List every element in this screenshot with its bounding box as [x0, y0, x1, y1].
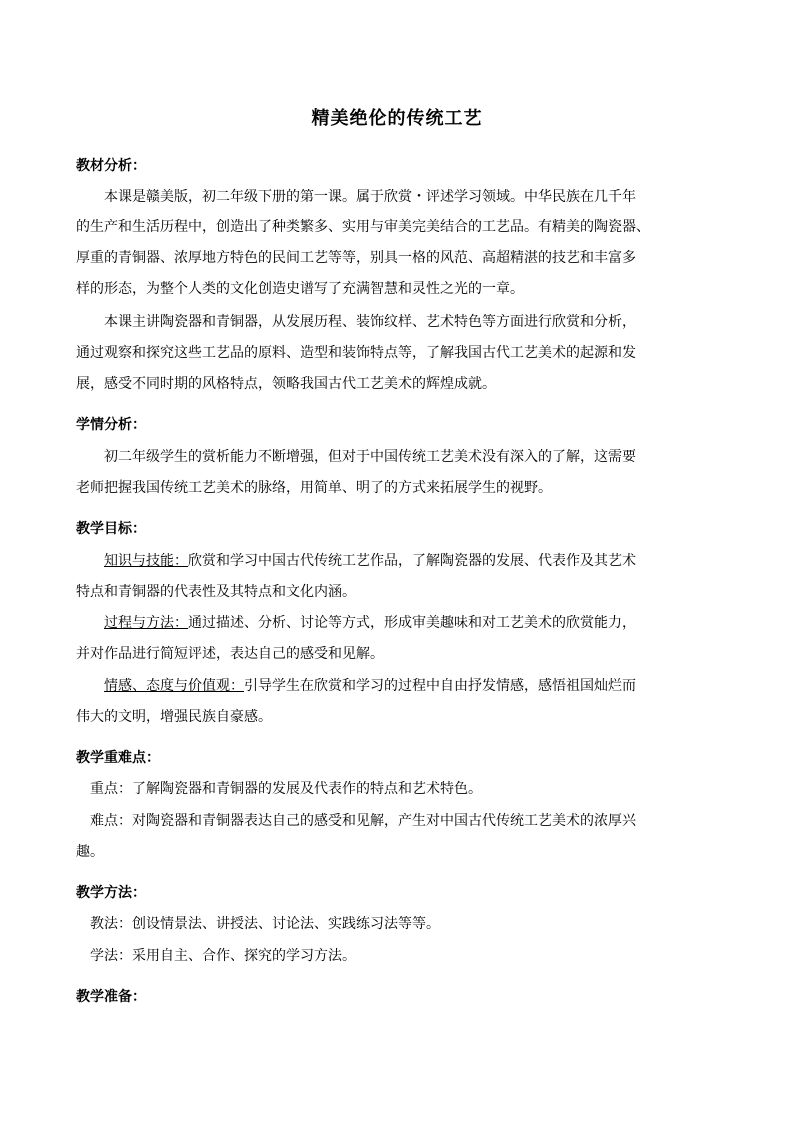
paragraph-line: 特点和青铜器的代表性及其特点和文化内涵。	[76, 584, 356, 600]
paragraph-line: 展，感受不同时期的风格特点，领略我国古代工艺美术的辉煌成就。	[76, 376, 496, 392]
paragraph-line: 本课主讲陶瓷器和青铜器，从发展历程、装饰纹样、艺术特色等方面进行欣赏和分析，	[104, 314, 636, 330]
paragraph-line: 的生产和生活历程中，创造出了种类繁多、实用与审美完美结合的工艺品。有精美的陶瓷器、	[76, 219, 650, 235]
key-point: 重点：了解陶瓷器和青铜器的发展及代表作的特点和艺术特色。	[90, 781, 482, 797]
section-heading-methods: 教学方法：	[76, 885, 146, 901]
goal-emotion-label: 情感、态度与价值观：	[104, 678, 244, 694]
paragraph-line: 伟大的文明，增强民族自豪感。	[76, 709, 272, 725]
goal-emotion	[104, 675, 636, 695]
paragraph-line: 样的形态，为整个人类的文化创造史谱写了充满智慧和灵性之光的一章。	[76, 281, 524, 297]
paragraph-line: 通过观察和探究这些工艺品的原料、造型和装饰特点等，了解我国古代工艺美术的起源和发	[76, 345, 636, 361]
paragraph-line: 本课是赣美版，初二年级下册的第一课。属于欣赏・评述学习领域。中华民族在几千年	[104, 189, 636, 205]
paragraph-line: 趣。	[76, 844, 104, 860]
goal-process-text: 过描述、分析、讨论等方式，形成审美趣味和对工艺美术的欣赏能力，	[202, 615, 636, 631]
section-heading-material: 教材分析：	[76, 158, 146, 174]
section-heading-keypoints: 教学重难点：	[76, 750, 160, 766]
goal-process-label-rest: 通	[188, 615, 202, 631]
goal-knowledge-text: 欣赏和学习中国古代传统工艺作品，了解陶瓷器的发展、代表作及其艺术	[188, 553, 636, 569]
paragraph-line: 老师把握我国传统工艺美术的脉络，用简单、明了的方式来拓展学生的视野。	[76, 480, 552, 496]
teaching-method: 教法：创设情景法、讲授法、讨论法、实践练习法等等。	[90, 916, 440, 932]
goal-process-label: 过程与方法：	[104, 615, 188, 631]
paragraph-line: 初二年级学生的赏析能力不断增强，但对于中国传统工艺美术没有深入的了解，这需要	[104, 449, 636, 465]
page-title: 精美绝伦的传统工艺	[311, 108, 483, 129]
section-heading-prep: 教学准备：	[76, 989, 146, 1005]
goal-process	[104, 612, 636, 632]
goal-emotion-text: 引导学生在欣赏和学习的过程中自由抒发情感，感悟祖国灿烂而	[244, 678, 636, 694]
paragraph-line: 厚重的青铜器、浓厚地方特色的民间工艺等等，别具一格的风范、高超精湛的技艺和丰富多	[76, 250, 636, 266]
difficult-point: 难点：对陶瓷器和青铜器表达自己的感受和见解，产生对中国古代传统工艺美术的浓厚兴	[90, 813, 636, 829]
section-heading-students: 学情分析：	[76, 417, 146, 433]
goal-knowledge	[104, 550, 636, 570]
paragraph-line: 并对作品进行简短评述，表达自己的感受和见解。	[76, 646, 384, 662]
learning-method: 学法：采用自主、合作、探究的学习方法。	[90, 948, 356, 964]
goal-knowledge-label: 知识与技能：	[104, 553, 188, 569]
section-heading-goals: 教学目标：	[76, 521, 146, 537]
